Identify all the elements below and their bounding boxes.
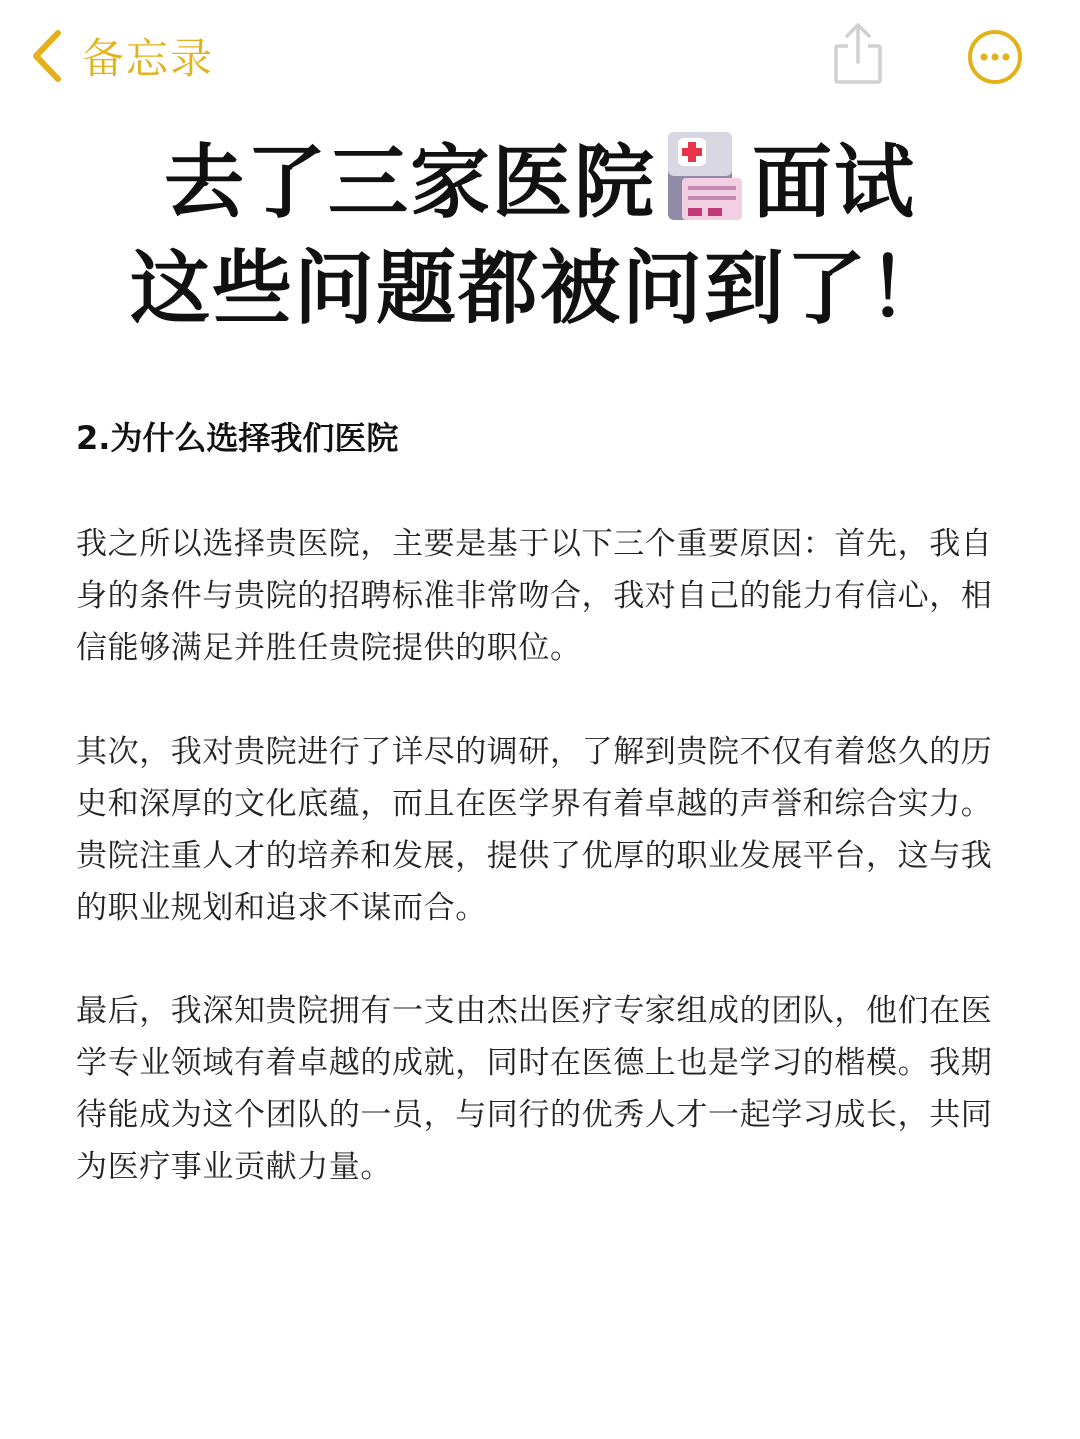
title-line-2: 这些问题都被问到了！ bbox=[130, 242, 950, 335]
paragraph-3: 最后，我深知贵院拥有一支由杰出医疗专家组成的团队，他们在医学专业领域有着卓越的成就，同时在医德上也是学习的楷模。我期待能成为这个团队的一员，与同行的优秀人才一起学习成长，共同为医疗事业贡献力量。 bbox=[76, 993, 993, 1185]
more-ellipsis-icon bbox=[966, 28, 1024, 86]
title-part-2: 面试 bbox=[752, 136, 916, 229]
back-button[interactable] bbox=[30, 24, 214, 88]
back-label: 备忘录 bbox=[82, 34, 215, 83]
nav-bar bbox=[0, 0, 1080, 110]
chevron-left-icon bbox=[30, 29, 64, 83]
section-heading: 2.为什么选择我们医院 bbox=[76, 419, 399, 457]
note-title bbox=[0, 128, 1080, 335]
paragraph-2: 其次，我对贵院进行了详尽的调研，了解到贵院不仅有着悠久的历史和深厚的文化底蕴，而且在医学界有着卓越的声誉和综合实力。贵院注重人才的培养和发展，提供了优厚的职业发展平台，这与我的职业规划和追求不谋而合。 bbox=[76, 734, 993, 926]
hospital-emoji-icon bbox=[664, 128, 744, 243]
more-button[interactable] bbox=[966, 28, 1024, 86]
share-button[interactable] bbox=[828, 20, 888, 88]
paragraph-1: 我之所以选择贵医院，主要是基于以下三个重要原因：首先，我自身的条件与贵院的招聘标准非常吻合，我对自己的能力有信心，相信能够满足并胜任贵院提供的职位。 bbox=[76, 526, 993, 666]
share-icon bbox=[828, 20, 888, 88]
title-part-1: 去了三家医院 bbox=[164, 136, 656, 229]
title-line-1 bbox=[0, 128, 1080, 243]
